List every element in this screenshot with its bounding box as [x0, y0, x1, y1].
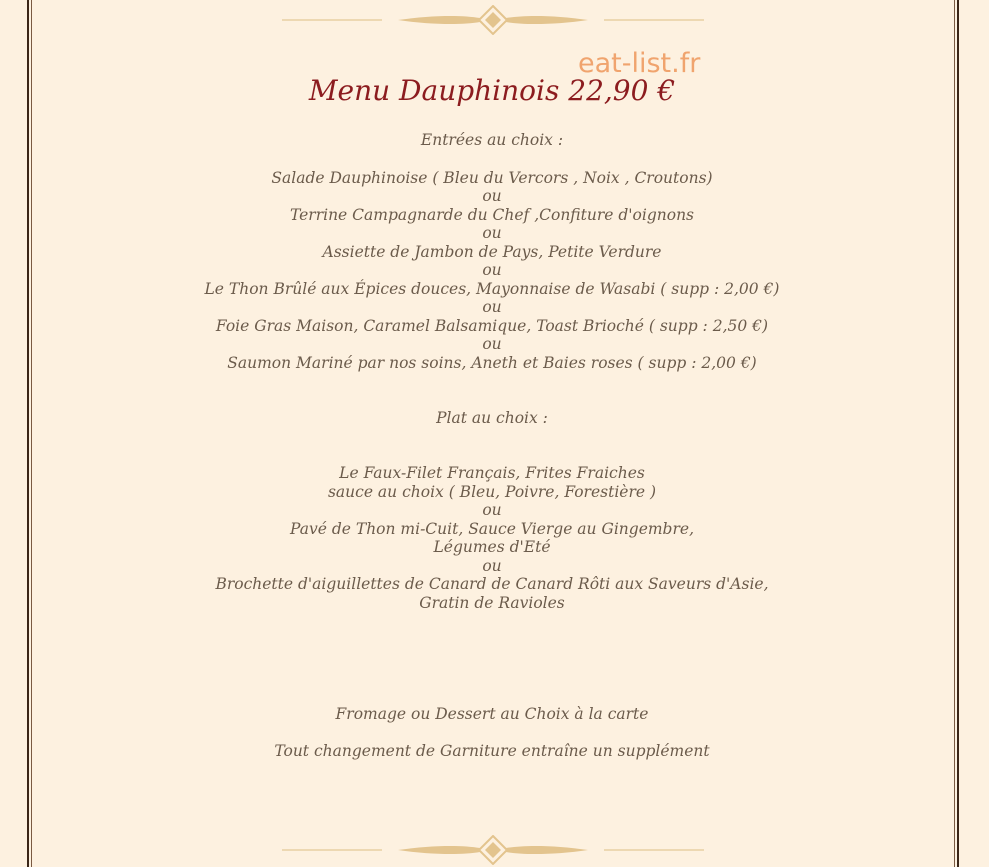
separator-ou: ou: [482, 261, 502, 279]
entree-item: Foie Gras Maison, Caramel Balsamique, Toast Brioché ( supp : 2,50 €): [215, 317, 769, 335]
plat-item-line: Pavé de Thon mi-Cuit, Sauce Vierge au Gingembre,: [290, 520, 694, 538]
menu-title: Menu Dauphinois 22,90 €: [308, 74, 676, 107]
entree-item: Saumon Mariné par nos soins, Aneth et Baies roses ( supp : 2,00 €): [227, 354, 757, 372]
plats-heading: Plat au choix :: [436, 409, 548, 427]
dessert-line: Fromage ou Dessert au Choix à la carte: [335, 705, 649, 723]
supplement-note: Tout changement de Garniture entraîne un supplément: [274, 742, 710, 760]
plat-item-line: Brochette d'aiguillettes de Canard de Canard Rôti aux Saveurs d'Asie,: [215, 575, 769, 593]
separator-ou: ou: [482, 557, 502, 575]
separator-ou: ou: [482, 335, 502, 353]
entree-item: Terrine Campagnarde du Chef ,Confiture d'oignons: [289, 206, 695, 224]
separator-ou: ou: [482, 224, 502, 242]
entree-item: Assiette de Jambon de Pays, Petite Verdure: [322, 243, 662, 261]
entrees-heading: Entrées au choix :: [420, 131, 564, 149]
entree-item: Salade Dauphinoise ( Bleu du Vercors , Noix , Croutons): [271, 169, 713, 187]
separator-ou: ou: [482, 298, 502, 316]
top-ornament: [282, 5, 704, 35]
watermark: eat-list.fr: [578, 48, 701, 79]
plat-item-line: Légumes d'Eté: [433, 538, 551, 556]
plat-item-line: Le Faux-Filet Français, Frites Fraiches: [339, 464, 645, 482]
bottom-ornament: [282, 835, 704, 865]
separator-ou: ou: [482, 501, 502, 519]
separator-ou: ou: [482, 187, 502, 205]
plat-item-line: Gratin de Ravioles: [419, 594, 565, 612]
entree-item: Le Thon Brûlé aux Épices douces, Mayonnaise de Wasabi ( supp : 2,00 €): [204, 280, 780, 298]
plat-item-line: sauce au choix ( Bleu, Poivre, Forestière ): [327, 483, 657, 501]
